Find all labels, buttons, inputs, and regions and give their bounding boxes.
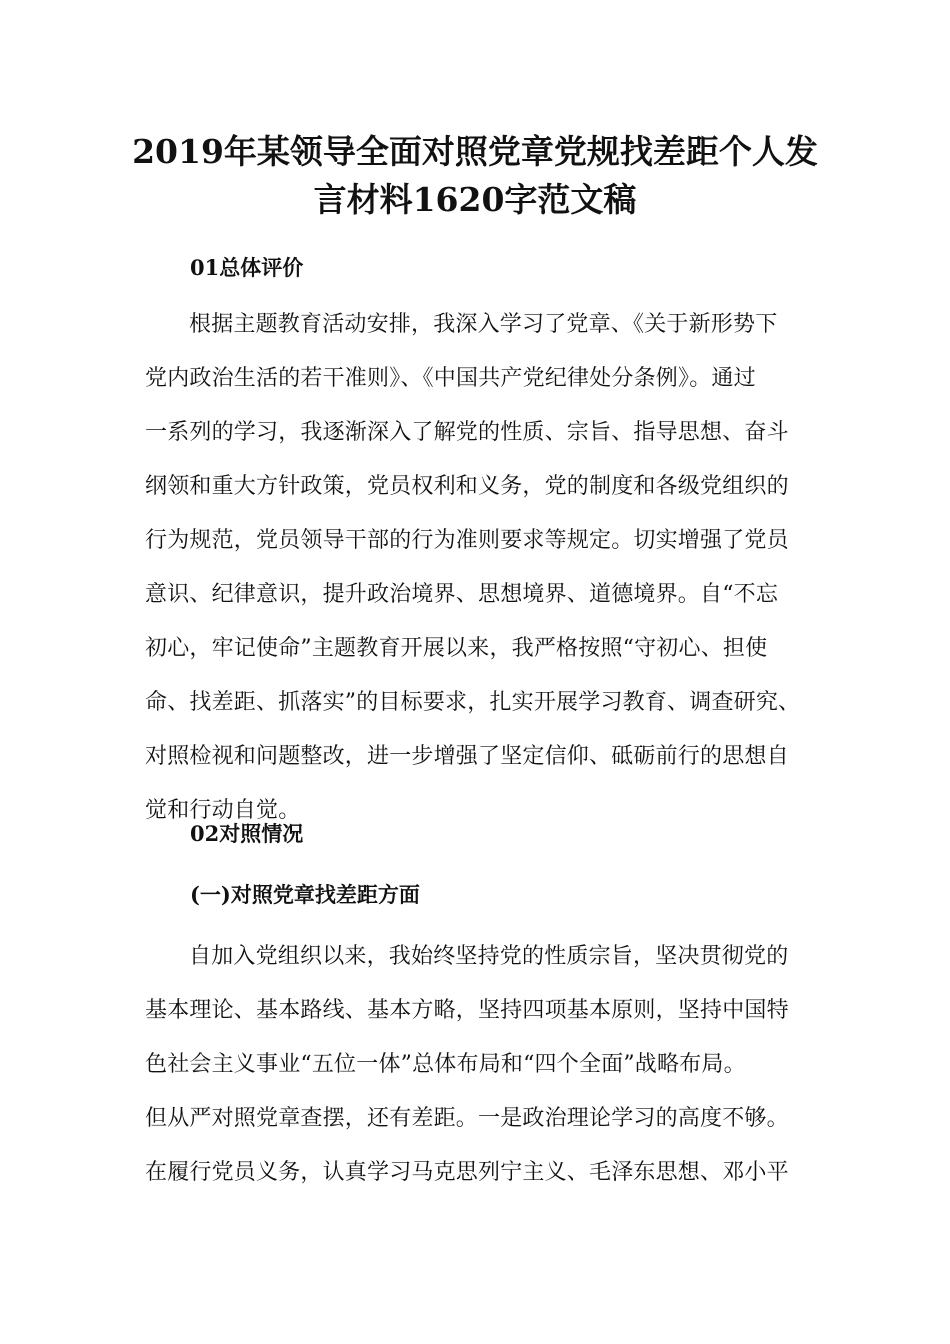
paragraph-party-constitution — [145, 930, 805, 1200]
paragraph-line: 对照检视和问题整改，进一步增强了坚定信仰、砥砺前行的思想自 — [145, 744, 789, 769]
title-line-2: 言材料1620字范文稿 — [313, 180, 637, 219]
paragraph-line: 命、找差距、抓落实”的目标要求，扎实开展学习教育、调查研究、 — [145, 690, 801, 715]
paragraph-line: 但从严对照党章查摆，还有差距。一是政治理论学习的高度不够。 — [145, 1106, 789, 1131]
paragraph-line: 党内政治生活的若干准则》、《中国共产党纪律处分条例》。通过 — [145, 366, 756, 391]
title-line-1: 2019年某领导全面对照党章党规找差距个人发 — [132, 132, 818, 171]
paragraph-line: 在履行党员义务，认真学习马克思列宁主义、毛泽东思想、邓小平 — [145, 1160, 789, 1185]
paragraph-line: 自加入党组织以来，我始终坚持党的性质宗旨，坚决贯彻党的 — [189, 944, 789, 969]
section-heading-comparison: 02对照情况 — [190, 821, 304, 846]
paragraph-line: 一系列的学习，我逐渐深入了解党的性质、宗旨、指导思想、奋斗 — [145, 420, 789, 445]
paragraph-line: 意识、纪律意识，提升政治境界、思想境界、道德境界。自“不忘 — [145, 582, 779, 607]
section-heading-overall-evaluation: 01总体评价 — [190, 255, 304, 280]
paragraph-line: 根据主题教育活动安排，我深入学习了党章、《关于新形势下 — [189, 312, 778, 337]
paragraph-line: 纲领和重大方针政策，党员权利和义务，党的制度和各级党组织的 — [145, 474, 789, 499]
paragraph-line: 觉和行动自觉。 — [145, 798, 301, 823]
paragraph-line: 行为规范，党员领导干部的行为准则要求等规定。切实增强了党员 — [145, 528, 789, 553]
document-title — [120, 128, 830, 224]
paragraph-line: 色社会主义事业“五位一体”总体布局和“四个全面”战略布局。 — [145, 1052, 746, 1077]
paragraph-line: 初心，牢记使命”主题教育开展以来，我严格按照“守初心、担使 — [145, 636, 768, 661]
paragraph-line: 基本理论、基本路线、基本方略，坚持四项基本原则，坚持中国特 — [145, 998, 789, 1023]
paragraph-overall-evaluation — [145, 298, 805, 838]
subsection-heading-party-constitution: (一)对照党章找差距方面 — [190, 882, 420, 907]
